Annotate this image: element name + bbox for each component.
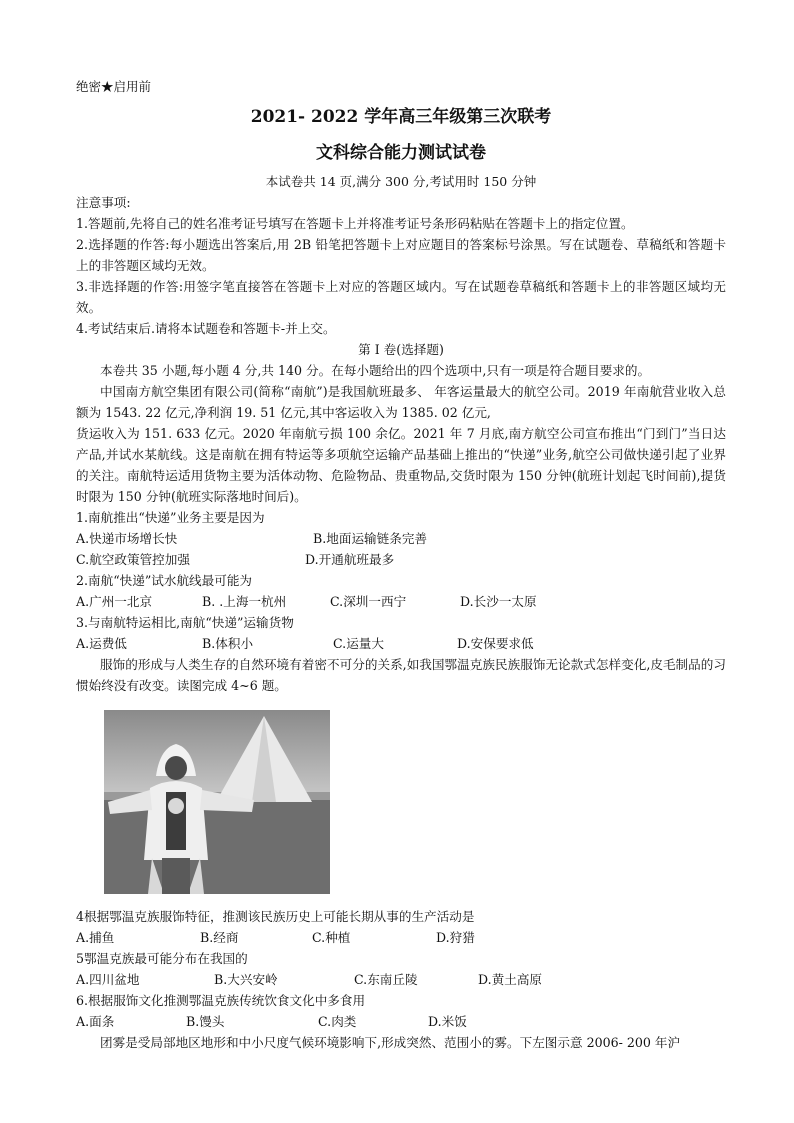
notes-heading: 注意事项: [76,195,131,210]
question-4-option-a[interactable]: A.捕鱼 [76,930,115,945]
question-1-option-a[interactable]: A.快递市场增长快 [76,531,178,546]
question-6-option-a[interactable]: A.面条 [76,1014,115,1029]
note-item-2: 2.选择题的作答:每小题选出答案后,用 2B 铅笔把答题卡上对应题目的答案标号涂黑。写在试题卷、草稿纸和答题卡上的非答题区域均无效。 [76,237,726,273]
question-1-option-d[interactable]: D.开通航班最多 [305,552,395,567]
question-5-option-c[interactable]: C.东南丘陵 [354,972,418,987]
question-5-options [76,969,726,990]
question-4-option-c[interactable]: C.种植 [312,930,351,945]
question-1-options-row1 [76,528,726,549]
question-4-stem: 4根据鄂温克族服饰特征，推测该民族历史上可能长期从事的生产活动是 [76,909,475,924]
question-6-stem: 6.根据服饰文化推测鄂温克族传统饮食文化中多食用 [76,993,366,1008]
question-1-options-row2 [76,549,726,570]
question-4-option-b[interactable]: B.经商 [200,930,239,945]
question-2-stem: 2.南航“快递”试水航线最可能为 [76,573,253,588]
question-3-options [76,633,726,654]
section-intro: 本卷共 35 小题,每小题 4 分,共 140 分。在每小题给出的四个选项中,只有一项是符合题目要求的。 [100,363,651,378]
question-2-option-b[interactable]: B. .上海一杭州 [202,594,287,609]
question-2-option-a[interactable]: A.广州一北京 [76,594,153,609]
note-item-4: 4.考试结束后.请将本试题卷和答题卡-并上交。 [76,321,336,336]
exam-subtitle: 文科综合能力测试试卷 [316,143,486,163]
question-6-option-b[interactable]: B.馒头 [186,1014,225,1029]
passage-1-line2: 货运收入为 151. 633 亿元。2020 年南航亏损 100 余亿。2021 年 7 月底,南方航空公司宣布推出“门到门”当日达产品,并试水某航线。这是南航在拥有特运等多项航空运输产品基础上推出的“快递”业务,航空公司做快递引起了业界的关注。南航特运适用货物主要为活体动物、危险物品、贵重物品,交货时限为 150 分钟(航班计划起飞时间前),提货时限为 150 分钟(航班实际落地时间后)。 [76,426,726,504]
ewenki-costume-photo [104,710,330,894]
question-5-option-b[interactable]: B.大兴安岭 [214,972,278,987]
question-5-stem: 5鄂温克族最可能分布在我国的 [76,951,248,966]
question-3-option-c[interactable]: C.运量大 [333,636,384,651]
note-item-1: 1.答题前,先将自己的姓名准考证号填写在答题卡上并将准考证号条形码粘贴在答题卡上的指定位置。 [76,216,634,231]
question-3-option-a[interactable]: A.运费低 [76,636,127,651]
question-6-options [76,1011,726,1032]
question-5-option-d[interactable]: D.黄土高原 [478,972,543,987]
question-5-option-a[interactable]: A.四川盆地 [76,972,140,987]
question-6-option-c[interactable]: C.肉类 [318,1014,357,1029]
question-2-option-c[interactable]: C.深圳一西宁 [330,594,407,609]
question-2-option-d[interactable]: D.长沙一太原 [460,594,537,609]
question-1-stem: 1.南航推出“快递”业务主要是因为 [76,510,265,525]
question-1-option-c[interactable]: C.航空政策管控加强 [76,552,190,567]
exam-info: 本试卷共 14 页,满分 300 分,考试用时 150 分钟 [265,174,537,189]
note-item-3: 3.非选择题的作答:用签字笔直接答在答题卡上对应的答题区域内。写在试题卷草稿纸和答题卡上的非答题区域均无效。 [76,279,726,315]
question-4-options [76,927,726,948]
passage-1-line1: 中国南方航空集团有限公司(简称“南航”)是我国航班最多、 年客运量最大的航空公司。2019 年南航营业收入总额为 1543. 22 亿元,净利润 19. 51 亿元,其中客运收入为 1385. 02 亿元, [76,384,726,420]
question-3-option-d[interactable]: D.安保要求低 [457,636,534,651]
question-3-stem: 3.与南航特运相比,南航“快递”运输货物 [76,615,294,630]
question-2-options [76,591,726,612]
secret-label: 绝密★启用前 [76,79,152,94]
question-1-option-b[interactable]: B.地面运输链条完善 [313,531,428,546]
exam-page [76,76,726,1053]
passage-2: 服饰的形成与人类生存的自然环境有着密不可分的关系,如我国鄂温克族民族服饰无论款式怎样变化,皮毛制品的习惯始终没有改变。读图完成 4~6 题。 [76,657,726,693]
question-3-option-b[interactable]: B.体积小 [202,636,254,651]
exam-title: 2021- 2022 学年高三年级第三次联考 [250,107,552,127]
question-6-option-d[interactable]: D.米饭 [428,1014,467,1029]
passage-3: 团雾是受局部地区地形和中小尺度气候环境影响下,形成突然、范围小的雾。下左图示意 2006- 200 年沪 [100,1035,681,1050]
question-4-option-d[interactable]: D.狩猎 [436,930,475,945]
section-title: 第 I 卷(选择题) [358,342,444,357]
notes-block [76,192,726,339]
